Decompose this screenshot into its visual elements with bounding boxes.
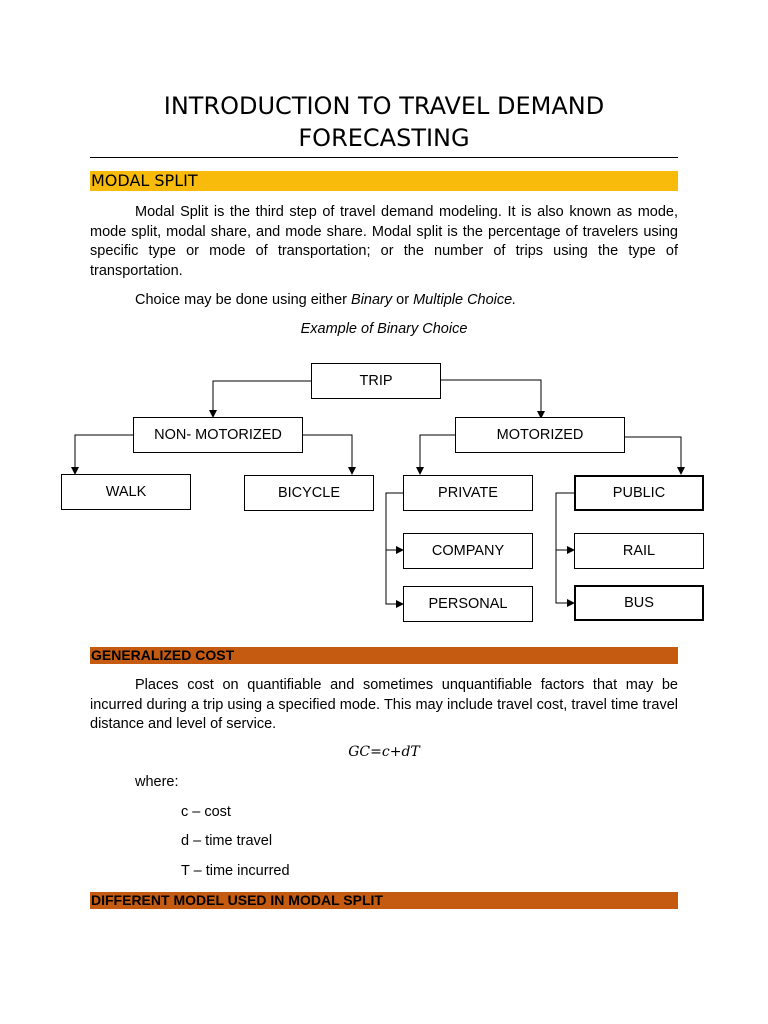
variable-time-incurred: T – time incurred [181,863,290,879]
personal-box: PERSONAL [403,586,533,622]
generalized-cost-paragraph: Places cost on quantifiable and sometimes unquantifiable factors that may be incurred during a trip using a specified mode. This may include travel cost, travel time travel distance and level of service. [90,677,678,732]
variable-cost: c – cost [181,804,231,820]
choice-or: or [392,292,414,308]
motorized-box: MOTORIZED [455,417,625,453]
modal-split-paragraph: Modal Split is the third step of travel demand modeling. It is also known as mode, mode split, modal share, and mode share. Modal split is the percentage of travelers using specific type or mode of transportation; or the number of trips using the type of transportation. [90,204,678,279]
trip-box: TRIP [311,363,441,399]
public-box: PUBLIC [574,475,704,511]
private-box: PRIVATE [403,475,533,511]
where-label: where: [135,774,179,790]
rail-box: RAIL [574,533,704,569]
example-caption: Example of Binary Choice [300,321,468,337]
variable-time-travel: d – time travel [181,833,273,849]
bicycle-box: BICYCLE [244,475,374,511]
page-title: INTRODUCTION TO TRAVEL DEMAND FORECASTING [163,92,605,152]
bus-box: BUS [574,585,704,621]
walk-box: WALK [61,474,191,510]
choice-prefix: Choice may be done using either [135,292,352,308]
company-box: COMPANY [403,533,533,569]
section-heading-generalized-cost: GENERALIZED COST [90,647,678,664]
choice-multiple: Multiple Choice. [413,292,517,308]
non-motorized-box: NON- MOTORIZED [133,417,303,453]
choice-binary: Binary [351,292,393,308]
generalized-cost-formula: GC=c+dT [348,744,420,760]
section-heading-modal-split: MODAL SPLIT [90,171,678,191]
section-heading-different-model: DIFFERENT MODEL USED IN MODAL SPLIT [90,892,678,909]
